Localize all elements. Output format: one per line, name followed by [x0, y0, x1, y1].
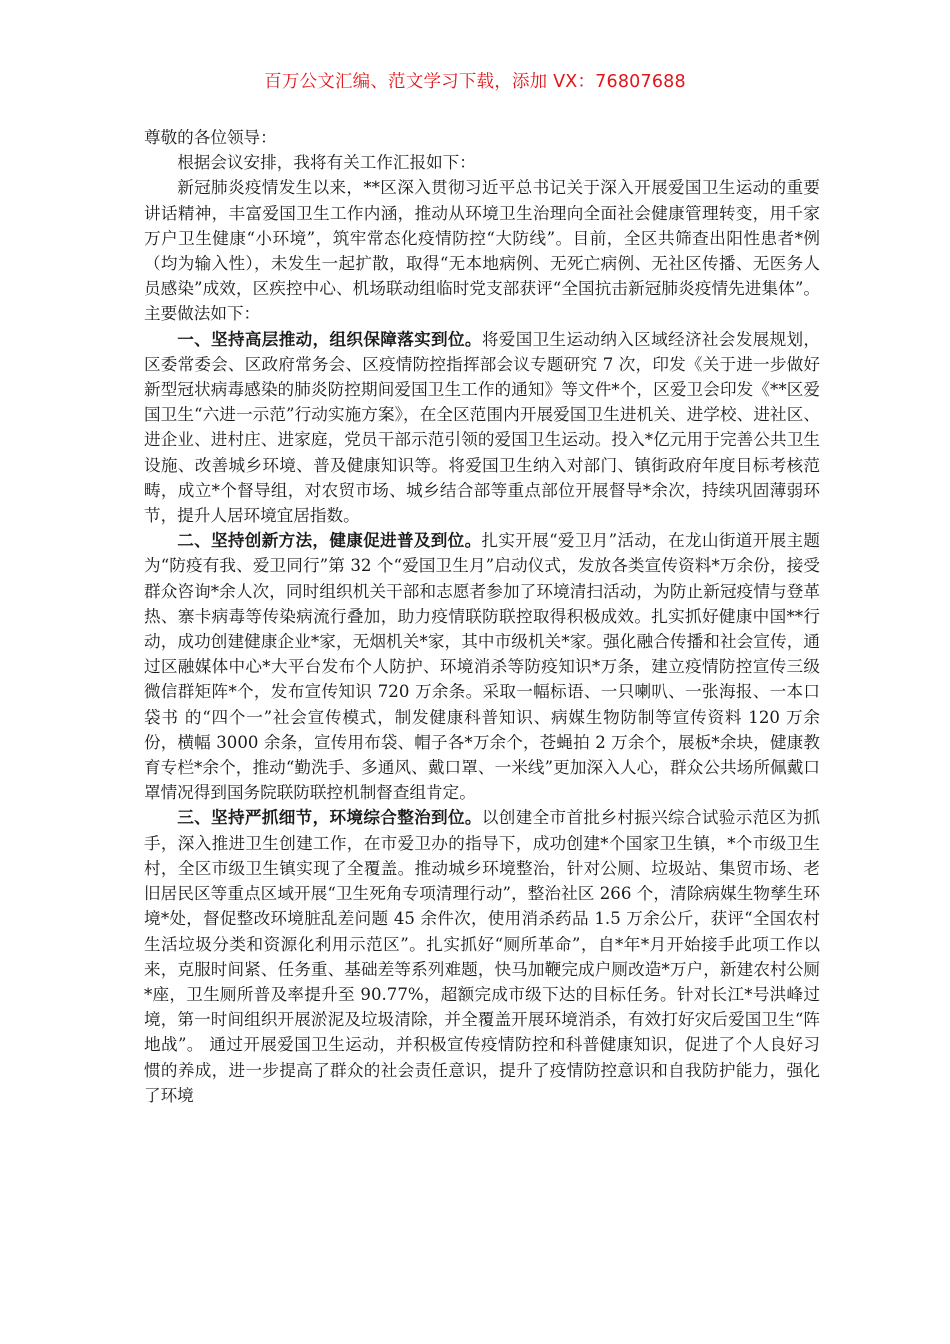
salutation: 尊敬的各位领导：	[144, 128, 277, 147]
section-1-paragraph	[144, 327, 820, 529]
document-body	[144, 125, 820, 1108]
section-3-text: 以创建全市首批乡村振兴综合试验示范区为抓手，深入推进卫生创建工作，在市爱卫办的指导下，成功创建*个国家卫生镇，*个市级卫生村，全区市级卫生镇实现了全覆盖。推动城乡环境整治，针对公厕、垃圾站、集贸市场、老旧居民区等重点区域开展“卫生死角专项清理行动”，整治社区 266 个，清除病媒生物孳生环境*处，督促整改环境脏乱差问题 45 余件次，使用消杀药品 1.5 万余公斤，获评“全国农村生活垃圾分类和资源化利用示范区”。扎实抓好“厕所革命”，自*年*月开始接手此项工作以来，克服时间紧、任务重、基础差等系列难题，快马加鞭完成户厕改造*万户，新建农村公厕*座，卫生厕所普及率提升至 90.77%，超额完成市级下达的目标任务。针对长江*号洪峰过境，第一时间组织开展淤泥及垃圾清除，并全覆盖开展环境消杀，有效打好灾后爱国卫生“阵地战”。 通过开展爱国卫生运动，并积极宣传疫情防控和科普健康知识，促进了个人良好习惯的养成，进一步提高了群众的社会责任意识，提升了疫情防控意识和自我防护能力，强化了环境	[144, 808, 821, 1105]
header-banner: 百万公文汇编、范文学习下载，添加 VX：76807688	[264, 72, 686, 92]
intro-paragraph: 根据会议安排，我将有关工作汇报如下：	[177, 153, 476, 173]
section-3-paragraph	[144, 805, 820, 1107]
overview-paragraph: 新冠肺炎疫情发生以来，**区深入贯彻习近平总书记关于深入开展爱国卫生运动的重要讲话精神，丰富爱国卫生工作内涵，推动从环境卫生治理向全面社会健康管理转变，用千家万户卫生健康“小环境”，筑牢常态化疫情防控“大防线”。目前，全区共筛查出阳性患者*例（均为输入性），未发生一起扩散，取得“无本地病例、无死亡病例、无社区传播、无医务人员感染”成效，区疾控中心、机场联动组临时党支部获评“全国抗击新冠肺炎疫情先进集体”。主要做法如下：	[144, 178, 820, 324]
section-1-heading: 一、坚持高层推动，组织保障落实到位。	[177, 328, 482, 349]
section-3-heading: 三、坚持严抓细节，环境综合整治到位。	[177, 807, 482, 828]
section-1-text: 将爱国卫生运动纳入区域经济社会发展规划，区委常委会、区政府常务会、区疫情防控指挥部会议专题研究 7 次，印发《关于进一步做好新型冠状病毒感染的肺炎防控期间爱国卫生工作的通知》等文件*个，区爱卫会印发《**区爱国卫生“六进一示范”行动实施方案》，在全区范围内开展爱国卫生进机关、进学校、进社区、进企业、进村庄、进家庭，党员干部示范引领的爱国卫生运动。投入*亿元用于完善公共卫生设施、改善城乡环境、普及健康知识等。将爱国卫生纳入对部门、镇街政府年度目标考核范畴，成立*个督导组，对农贸市场、城乡结合部等重点部位开展督导*余次，持续巩固薄弱环节，提升人居环境宜居指数。	[144, 329, 821, 526]
section-2-paragraph	[144, 528, 820, 805]
section-2-text: 扎实开展“爱卫月”活动，在龙山街道开展主题为“防疫有我、爱卫同行”第 32 个“爱国卫生月”启动仪式，发放各类宣传资料*万余份，接受群众咨询*余人次，同时组织机关干部和志愿者参加了环境清扫活动，为防止新冠疫情与登革热、寨卡病毒等传染病流行叠加，助力疫情联防联控取得积极成效。扎实抓好健康中国**行动，成功创建健康企业*家，无烟机关*家，其中市级机关*家。强化融合传播和社会宣传，通过区融媒体中心*大平台发布个人防护、环境消杀等防疫知识*万条，建立疫情防控宣传三级微信群矩阵*个，发布宣传知识 720 万余条。采取一幅标语、一只喇叭、一张海报、一本口袋书 的“四个一”社会宣传模式，制发健康科普知识、病媒生物防制等宣传资料 120 万余份，横幅 3000 余条，宣传用布袋、帽子各*万余个，苍蝇拍 2 万余个，展板*余块，健康教育专栏*余个，推动“勤洗手、多通风、戴口罩、一米线”更加深入人心，群众公共场所佩戴口罩情况得到国务院联防联控机制督查组肯定。	[144, 531, 820, 803]
section-2-heading: 二、坚持创新方法，健康促进普及到位。	[177, 530, 482, 551]
